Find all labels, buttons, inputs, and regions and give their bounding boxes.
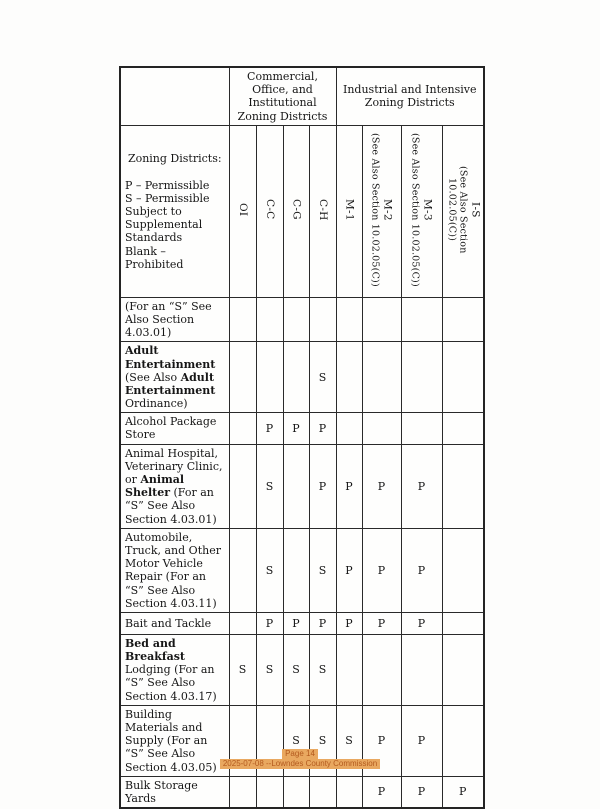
- commission-stamp: 2025-07-08 --Lowndes County Commission: [220, 759, 380, 769]
- use-mark-cell: P: [362, 705, 401, 776]
- legend-line: S – Permissible Subject to Supplemental Standards: [125, 191, 210, 245]
- column-header-m-1: [336, 125, 362, 297]
- district-note: 10.02.05(C)): [446, 178, 458, 242]
- use-mark-cell: P: [401, 776, 442, 808]
- label-segment: Bed and Breakfast: [125, 636, 185, 664]
- use-row: [120, 297, 484, 342]
- use-row: [120, 776, 484, 808]
- use-mark-cell: [283, 444, 309, 528]
- use-mark-cell: [442, 634, 484, 705]
- use-row-label: [120, 342, 229, 413]
- use-mark-cell: [229, 413, 256, 444]
- rotated-header-text: [370, 129, 394, 291]
- use-row-label: [120, 528, 229, 612]
- use-mark-cell: [442, 342, 484, 413]
- use-mark-cell: [283, 342, 309, 413]
- label-segment: Bulk Storage Yards: [125, 778, 198, 805]
- use-mark-cell: P: [283, 612, 309, 634]
- use-mark-cell: S: [309, 342, 336, 413]
- column-header-c-g: [283, 125, 309, 297]
- legend-line: Blank – Prohibited: [125, 244, 184, 271]
- use-mark-cell: [336, 297, 362, 342]
- district-code: M-3: [421, 198, 434, 221]
- column-header-oi: [229, 125, 256, 297]
- district-code: C-G: [290, 199, 303, 221]
- label-segment: Alcohol Package Store: [125, 415, 217, 442]
- legend-line: P – Permissible: [125, 178, 210, 192]
- column-header-m-2: [362, 125, 401, 297]
- use-mark-cell: [336, 413, 362, 444]
- use-mark-cell: S: [309, 634, 336, 705]
- use-mark-cell: S: [256, 444, 283, 528]
- use-mark-cell: P: [283, 413, 309, 444]
- zoning-use-table: [119, 66, 485, 809]
- use-mark-cell: [256, 776, 283, 808]
- use-mark-cell: [336, 776, 362, 808]
- district-code: OI: [237, 202, 249, 217]
- district-note: (See Also Section: [457, 165, 469, 254]
- column-header-m-3: [401, 125, 442, 297]
- use-row: [120, 342, 484, 413]
- label-segment: Adult Entertainment: [125, 344, 216, 371]
- use-mark-cell: [229, 612, 256, 634]
- rotated-header-text: [263, 129, 276, 291]
- label-segment: Building Materials and Supply (For an “S” See Also Section 4.03.05): [125, 707, 217, 774]
- use-mark-cell: [283, 776, 309, 808]
- use-mark-cell: P: [362, 612, 401, 634]
- use-row-label: [120, 297, 229, 342]
- label-segment: Ordinance): [125, 397, 188, 411]
- use-row-label: [120, 634, 229, 705]
- district-code: M-2: [381, 198, 394, 221]
- use-mark-cell: P: [336, 528, 362, 612]
- use-mark-cell: [283, 528, 309, 612]
- page-footer: [0, 749, 600, 769]
- label-segment: Bait and Tackle: [125, 616, 212, 630]
- use-mark-cell: P: [362, 776, 401, 808]
- column-header-c-h: [309, 125, 336, 297]
- use-row-label: [120, 444, 229, 528]
- use-mark-cell: [256, 342, 283, 413]
- label-segment: (For an “S” See Also Section 4.03.01): [125, 299, 212, 340]
- use-mark-cell: P: [336, 612, 362, 634]
- use-mark-cell: S: [309, 528, 336, 612]
- use-mark-cell: [256, 297, 283, 342]
- group-header-commercial: Commercial, Office, and Institutional Zoning Districts: [229, 67, 336, 125]
- use-mark-cell: [401, 413, 442, 444]
- use-mark-cell: S: [283, 705, 309, 776]
- use-row-label: [120, 612, 229, 634]
- use-mark-cell: [442, 444, 484, 528]
- use-mark-cell: [309, 297, 336, 342]
- use-mark-cell: [362, 297, 401, 342]
- use-mark-cell: P: [401, 444, 442, 528]
- use-mark-cell: [229, 444, 256, 528]
- use-mark-cell: [442, 297, 484, 342]
- use-row: [120, 634, 484, 705]
- column-header-c-c: [256, 125, 283, 297]
- label-segment: Adult Entertainment: [125, 370, 216, 397]
- use-mark-cell: [362, 342, 401, 413]
- use-mark-cell: [401, 297, 442, 342]
- use-mark-cell: S: [336, 705, 362, 776]
- use-mark-cell: P: [362, 528, 401, 612]
- use-mark-cell: P: [362, 444, 401, 528]
- use-mark-cell: [442, 612, 484, 634]
- district-note: (See Also Section 10.02.05(C)): [369, 132, 381, 287]
- use-mark-cell: P: [401, 705, 442, 776]
- use-mark-cell: S: [309, 705, 336, 776]
- column-header-row: [120, 125, 484, 297]
- use-mark-cell: [362, 634, 401, 705]
- legend-cell: [120, 125, 229, 297]
- use-mark-cell: P: [256, 413, 283, 444]
- use-mark-cell: [442, 413, 484, 444]
- rotated-header-text: [343, 129, 356, 291]
- use-mark-cell: [229, 297, 256, 342]
- use-mark-cell: [442, 528, 484, 612]
- use-mark-cell: [362, 413, 401, 444]
- corner-cell: [120, 67, 229, 125]
- use-mark-cell: [401, 634, 442, 705]
- use-mark-cell: [336, 634, 362, 705]
- rotated-header-text: [316, 129, 329, 291]
- use-mark-cell: P: [401, 528, 442, 612]
- label-segment: Animal Hospital, Veterinary Clinic, or: [125, 446, 223, 486]
- group-header-row: [120, 67, 484, 125]
- district-code: I-S: [469, 201, 482, 218]
- label-segment: (For an “S” See Also Section 4.03.01): [125, 486, 217, 526]
- use-mark-cell: S: [229, 634, 256, 705]
- use-mark-cell: [229, 528, 256, 612]
- use-mark-cell: [309, 776, 336, 808]
- rotated-header-text: [410, 129, 434, 291]
- use-mark-cell: [336, 342, 362, 413]
- label-segment: Animal Shelter: [125, 473, 185, 500]
- use-mark-cell: P: [336, 444, 362, 528]
- rotated-header-text: [236, 129, 249, 291]
- group-header-industrial: Industrial and Intensive Zoning Districts: [336, 67, 484, 125]
- use-mark-cell: [401, 342, 442, 413]
- legend-title: Zoning Districts:: [127, 151, 222, 165]
- use-mark-cell: P: [309, 413, 336, 444]
- district-note: (See Also Section 10.02.05(C)): [409, 132, 421, 287]
- use-mark-cell: [283, 297, 309, 342]
- use-mark-cell: P: [401, 612, 442, 634]
- rotated-header-text: [290, 129, 303, 291]
- label-segment: (See Also: [125, 370, 181, 384]
- use-row: [120, 413, 484, 444]
- label-segment: Lodging (For an “S” See Also Section 4.03.17): [125, 663, 217, 703]
- district-code: C-C: [264, 199, 276, 220]
- use-mark-cell: S: [256, 634, 283, 705]
- use-mark-cell: S: [283, 634, 309, 705]
- label-segment: Automobile, Truck, and Other Motor Vehicle Repair (For an “S” See Also Section 4.03.11): [125, 530, 221, 610]
- use-row: [120, 528, 484, 612]
- use-row-label: [120, 776, 229, 808]
- use-mark-cell: S: [256, 528, 283, 612]
- use-mark-cell: P: [256, 612, 283, 634]
- use-mark-cell: P: [309, 444, 336, 528]
- use-row-label: [120, 413, 229, 444]
- district-code: M-1: [343, 198, 356, 221]
- use-row: [120, 612, 484, 634]
- page-number: Page 14: [282, 749, 318, 759]
- use-mark-cell: P: [442, 776, 484, 808]
- column-header-i-s: [442, 125, 484, 297]
- use-row: [120, 444, 484, 528]
- rotated-header-text: [447, 129, 482, 291]
- district-code: C-H: [317, 198, 329, 221]
- use-mark-cell: [229, 342, 256, 413]
- use-mark-cell: P: [309, 612, 336, 634]
- use-mark-cell: [229, 776, 256, 808]
